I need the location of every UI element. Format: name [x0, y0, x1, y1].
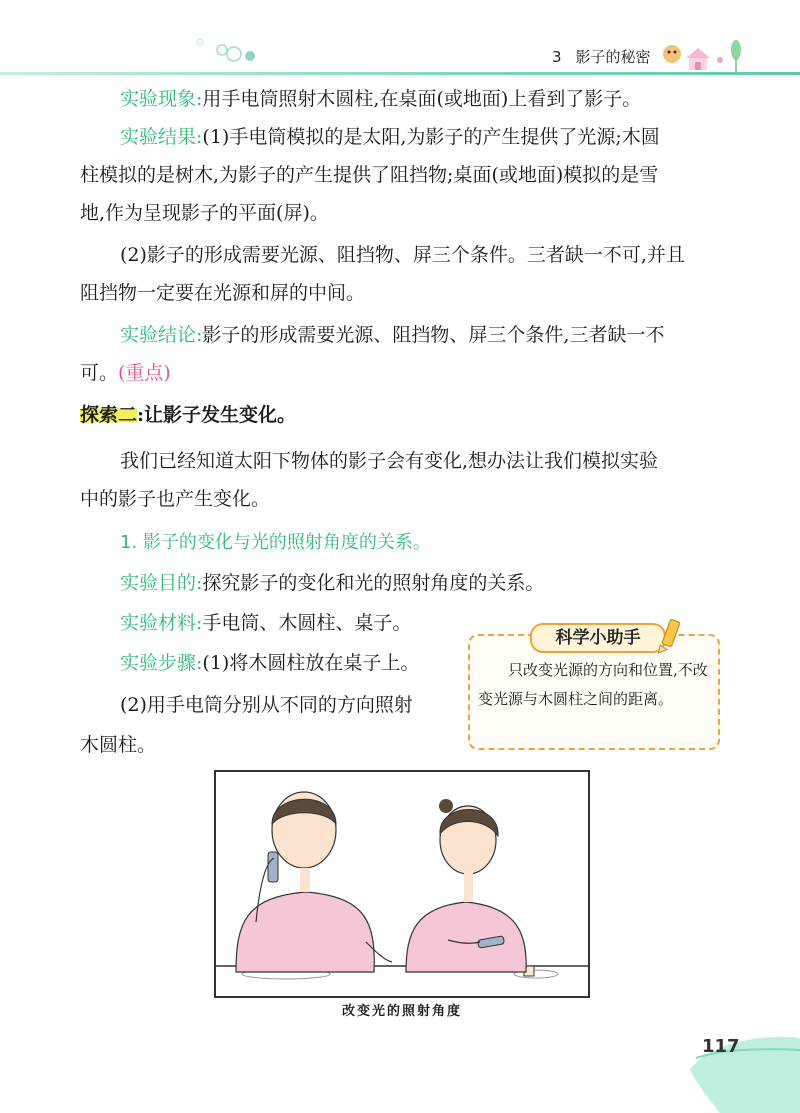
phenomenon-paragraph	[80, 80, 730, 118]
materials-label: 实验材料:	[120, 612, 203, 634]
conclusion-label: 实验结论:	[120, 324, 203, 346]
explore-heading	[80, 396, 730, 434]
purpose-line	[80, 564, 730, 602]
materials-line	[80, 604, 460, 642]
steps-label: 实验步骤:	[120, 652, 203, 674]
materials-text: 手电筒、木圆柱、桌子。	[202, 612, 412, 634]
intro-line-1: 我们已经知道太阳下物体的影子会有变化,想办法让我们模拟实验	[120, 450, 659, 472]
phenomenon-text: 用手电筒照射木圆柱,在桌面(或地面)上看到了影子。	[202, 88, 642, 110]
cartoon-house-icon	[662, 30, 752, 74]
bubble-decoration-icon	[170, 28, 290, 72]
result2-line-2: 阻挡物一定要在光源和屏的中间。	[80, 282, 366, 304]
phenomenon-label: 实验现象:	[120, 88, 203, 110]
steps-text: (1)将木圆柱放在桌子上。	[202, 652, 420, 674]
illustration-frame	[214, 770, 590, 998]
result-line-1	[80, 118, 730, 156]
purpose-text: 探究影子的变化和光的照射角度的关系。	[202, 572, 545, 594]
figure-caption: 改变光的照射角度	[341, 1004, 462, 1019]
conclusion-text-2: 可。	[80, 362, 119, 384]
science-helper-text: 只改变光源的方向和位置,不改变光源与木圆柱之间的距离。	[478, 661, 708, 708]
intro-line-2: 中的影子也产生变化。	[80, 488, 271, 510]
chapter-title: 影子的秘密	[575, 48, 651, 66]
result2-line-1: (2)影子的形成需要光源、阻挡物、屏三个条件。三者缺一不可,并且	[120, 244, 685, 266]
purpose-label: 实验目的:	[120, 572, 203, 594]
page-number: 117	[702, 1036, 740, 1057]
steps-line	[80, 644, 460, 682]
pencil-icon	[652, 616, 692, 658]
key-point-tag: (重点)	[118, 362, 171, 384]
chapter-header	[552, 46, 651, 67]
explore-text: :让影子发生变化。	[137, 404, 297, 426]
chapter-number: 3	[552, 48, 562, 66]
sub-heading: 1. 影子的变化与光的照射角度的关系。	[120, 532, 431, 553]
result-text-1: (1)手电筒模拟的是太阳,为影子的产生提供了光源;木圆	[202, 126, 660, 148]
explore-label: 探索二	[80, 404, 138, 426]
step2-line-1: (2)用手电筒分别从不同的方向照射	[120, 694, 413, 716]
conclusion-text-1: 影子的形成需要光源、阻挡物、屏三个条件,三者缺一不	[202, 324, 665, 346]
result-line-3: 地,作为呈现影子的平面(屏)。	[80, 202, 329, 224]
conclusion-line-2	[80, 354, 730, 392]
conclusion-line-1	[80, 316, 730, 354]
step2-line-2: 木圆柱。	[80, 734, 157, 756]
children-flashlight-illustration	[216, 772, 588, 996]
result-label: 实验结果:	[120, 126, 203, 148]
result-line-2: 柱模拟的是树木,为影子的产生提供了阻挡物;桌面(或地面)模拟的是雪	[80, 164, 659, 186]
science-helper-title: 科学小助手	[530, 623, 666, 653]
